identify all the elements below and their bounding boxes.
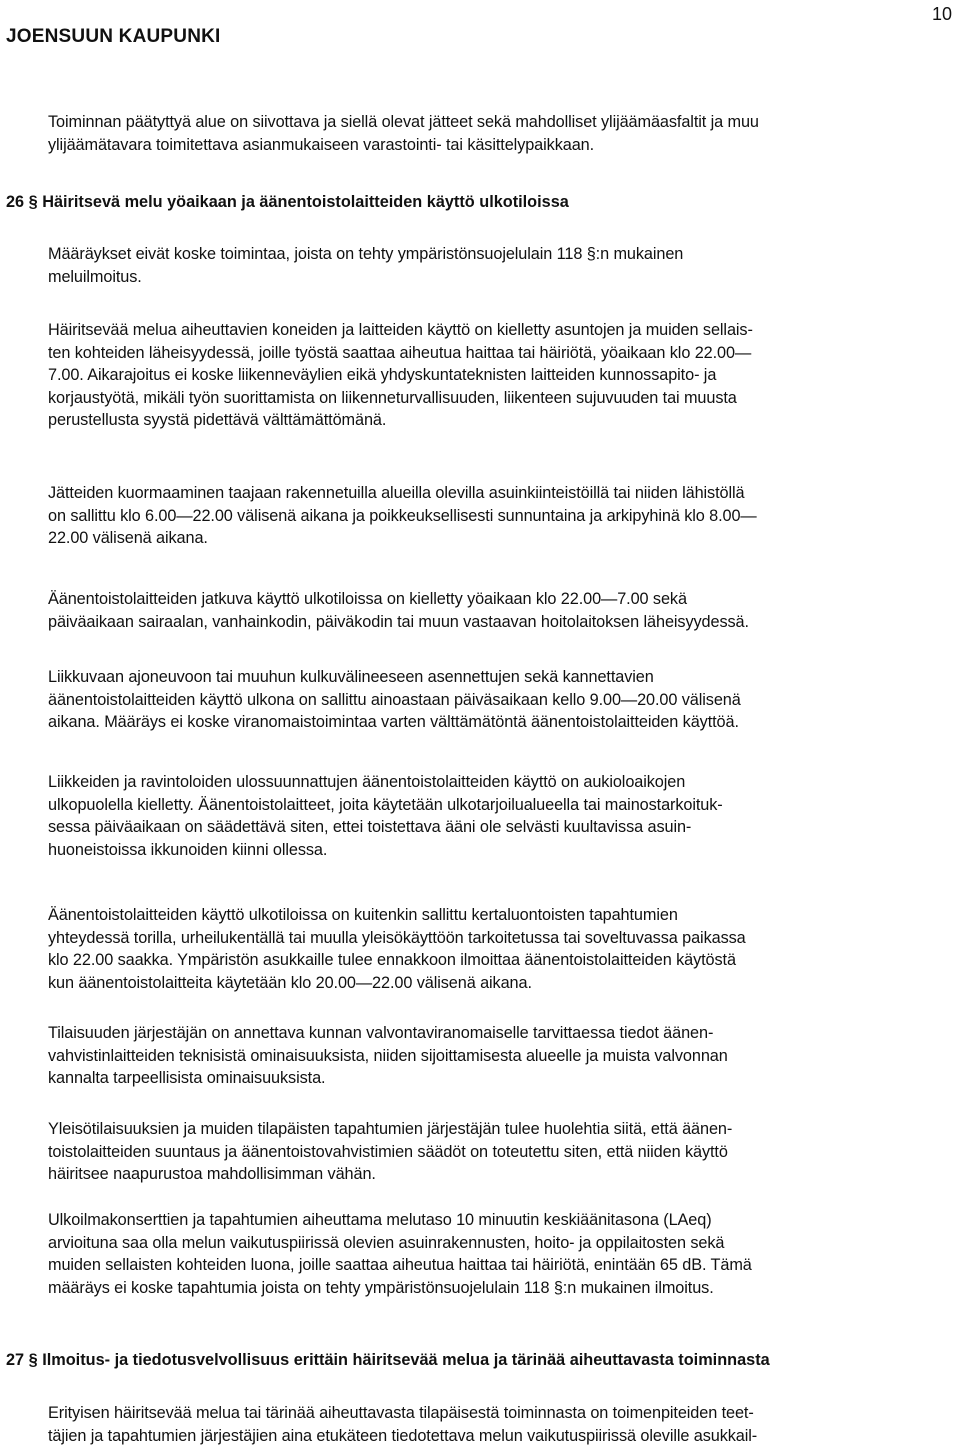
paragraph-notification-duty	[48, 1402, 757, 1447]
paragraph-waste-loading	[48, 482, 757, 550]
text-line: toistolaitteiden suuntaus ja äänentoistovahvistimien säädöt on toteutettu siten, että niiden käyttö	[48, 1142, 728, 1161]
text-line: arvioituna saa olla melun vaikutuspiirissä olevien asuinrakennusten, hoito- ja oppilaitosten sekä	[48, 1233, 725, 1252]
text-line: kannalta tarpeellisista ominaisuuksista.	[48, 1069, 326, 1088]
text-line: vahvistinlaitteiden teknisistä ominaisuuksista, niiden sijoittamisesta alueelle ja muista valvonnan	[48, 1046, 728, 1065]
text-line: ulkopuolella kielletty. Äänentoistolaitteet, joita käytetään ulkotarjoilualueella tai mainostarkoituk-	[48, 795, 723, 814]
paragraph-exemption	[48, 243, 683, 288]
text-line: korjaustyötä, mikäli työn suorittamista on liikenneturvallisuuden, liikenteen sujuvuuden tai muusta	[48, 388, 737, 407]
text-line: Määräykset eivät koske toimintaa, joista on tehty ympäristönsuojelulain 118 §:n mukainen	[48, 245, 684, 263]
section-heading-26: 26 § Häiritsevä melu yöaikaan ja äänentoistolaitteiden käyttö ulkotiloissa	[6, 193, 569, 211]
text-line: äänentoistolaitteiden käyttö ulkona on sallittu ainoastaan päiväsaikaan kello 9.00—20.00 välisenä	[48, 690, 741, 709]
paragraph-organizer-info	[48, 1022, 728, 1090]
text-line: 22.00 välisenä aikana.	[48, 529, 208, 548]
text-line: meluilmoitus.	[48, 267, 142, 286]
text-line: Liikkeiden ja ravintoloiden ulossuunnattujen äänentoistolaitteiden käyttö on aukioloaikojen	[48, 773, 686, 791]
text-line: huoneistoissa ikkunoiden kiinni ollessa.	[48, 840, 328, 859]
text-line: Äänentoistolaitteiden jatkuva käyttö ulkotiloissa on kielletty yöaikaan klo 22.00—7.00 sekä	[48, 590, 687, 608]
text-line: määräys ei koske tapahtumia joista on tehty ympäristönsuojelulain 118 §:n mukainen ilmoitus.	[48, 1278, 714, 1297]
header-organization: JOENSUUN KAUPUNKI	[6, 26, 221, 47]
page-number: 10	[931, 4, 952, 24]
text-line: 7.00. Aikarajoitus ei koske liikenneväylien eikä yhdyskuntateknisten laitteiden kunnossapito- ja	[48, 366, 717, 385]
text-line: täjien ja tapahtumien järjestäjien aina etukäteen tiedotettava melun vaikutuspiirissä oleville asukkail-	[48, 1426, 758, 1445]
text-line: Yleisötilaisuuksien ja muiden tilapäisten tapahtumien järjestäjän tulee huolehtia siitä, että äänen-	[48, 1120, 733, 1138]
text-line: Liikkuvaan ajoneuvoon tai muuhun kulkuvälineeseen asennettujen sekä kannettavien	[48, 668, 654, 686]
paragraph-speaker-direction	[48, 1118, 732, 1186]
paragraph-continuous-sound	[48, 588, 749, 633]
paragraph-cleanup	[48, 111, 759, 156]
text-line: ten kohteiden läheisyydessä, joille työstä saattaa aiheutua haittaa tai häiriötä, yöaikaan klo 22.00—	[48, 343, 752, 362]
text-line: Toiminnan päätyttyä alue on siivottava ja siellä olevat jätteet sekä mahdolliset ylijäämäasfaltit ja muu	[48, 113, 759, 131]
text-line: aikana. Määräys ei koske viranomaistoimintaa varten välttämätöntä äänentoistolaitteiden käyttöä.	[48, 713, 739, 732]
text-line: häiritsee naapurustoa mahdollisimman vähän.	[48, 1165, 376, 1184]
text-line: Jätteiden kuormaaminen taajaan rakennetuilla alueilla olevilla asuinkiinteistöillä tai niiden lähistöllä	[48, 484, 745, 502]
paragraph-vehicle-sound	[48, 666, 741, 734]
text-line: on sallittu klo 6.00—22.00 välisenä aikana ja poikkeuksellisesti sunnuntaina ja arkipyhinä klo 8.00—	[48, 506, 757, 525]
text-line: kun äänentoistolaitteita käytetään klo 20.00—22.00 välisenä aikana.	[48, 973, 532, 992]
paragraph-concert-noise-limit	[48, 1209, 752, 1299]
text-line: muiden sellaisten kohteiden luona, joille saattaa aiheutua haittaa tai häiriötä, enintään 65 dB. Tämä	[48, 1256, 752, 1275]
paragraph-machinery-noise	[48, 319, 753, 432]
paragraph-event-sound	[48, 904, 746, 994]
text-line: päiväaikaan sairaalan, vanhainkodin, päiväkodin tai muun vastaavan hoitolaitoksen läheisyydessä.	[48, 612, 749, 631]
text-line: Häiritsevää melua aiheuttavien koneiden ja laitteiden käyttö on kielletty asuntojen ja muiden sellais-	[48, 321, 753, 339]
text-line: sessa päiväaikaan on säädettävä siten, ettei toistettava ääni ole selvästi kuultavissa asuin-	[48, 818, 692, 837]
text-line: Äänentoistolaitteiden käyttö ulkotiloissa on kuitenkin sallittu kertaluontoisten tapahtumien	[48, 906, 678, 924]
section-heading-27: 27 § Ilmoitus- ja tiedotusvelvollisuus erittäin häiritsevää melua ja tärinää aiheuttavasta toiminnasta	[6, 1351, 770, 1369]
text-line: klo 22.00 saakka. Ympäristön asukkaille tulee ennakkoon ilmoittaa äänentoistolaitteiden käytöstä	[48, 951, 736, 970]
text-line: ylijäämätavara toimitettava asianmukaiseen varastointi- tai käsittelypaikkaan.	[48, 135, 595, 154]
text-line: yhteydessä torilla, urheilukentällä tai muulla yleisökäyttöön tarkoitetussa tai soveltuvassa paikassa	[48, 928, 746, 947]
text-line: Ulkoilmakonserttien ja tapahtumien aiheuttama melutaso 10 minuutin keskiäänitasona (LAeq)	[48, 1211, 712, 1229]
text-line: Erityisen häiritsevää melua tai tärinää aiheuttavasta tilapäisestä toiminnasta on toimenpiteiden teet-	[48, 1404, 754, 1422]
text-line: perustellusta syystä pidettävä välttämättömänä.	[48, 411, 387, 430]
text-line: Tilaisuuden järjestäjän on annettava kunnan valvontaviranomaiselle tarvittaessa tiedot äänen-	[48, 1024, 714, 1042]
paragraph-shop-sound	[48, 771, 723, 861]
